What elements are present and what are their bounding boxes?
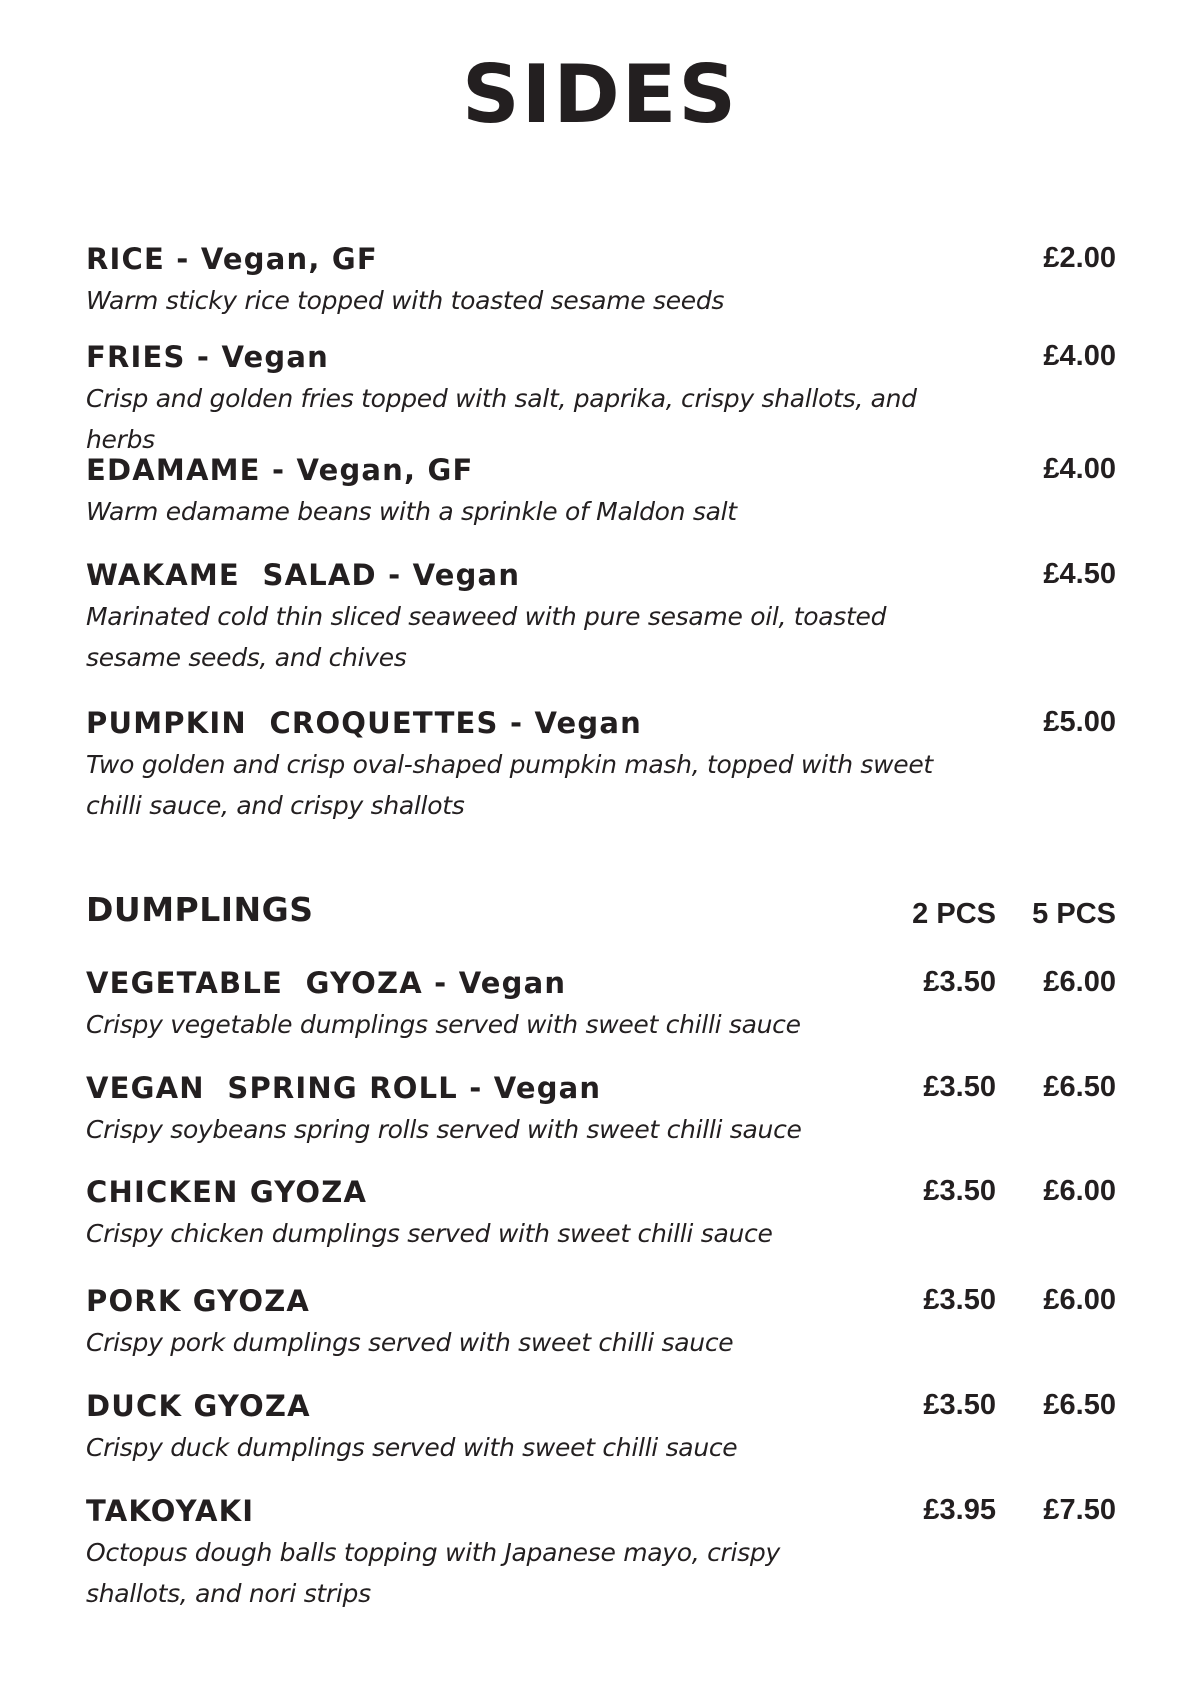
item-price-5pcs: £7.50 <box>1043 1494 1116 1526</box>
menu-item-pumpkin-croquettes <box>86 704 1116 826</box>
section-title: DUMPLINGS <box>86 890 314 929</box>
item-description: Crispy chicken dumplings served with sweet chilli sauce <box>86 1219 773 1248</box>
item-price-2pcs: £3.50 <box>923 1071 996 1103</box>
item-description: Crispy soybeans spring rolls served with sweet chilli sauce <box>86 1115 802 1144</box>
menu-item-edamame <box>86 451 1116 532</box>
item-price: £4.00 <box>1043 453 1116 485</box>
menu-item-rice <box>86 240 1116 321</box>
item-price: £4.00 <box>1043 340 1116 372</box>
item-name: VEGAN SPRING ROLL - Vegan <box>86 1071 602 1105</box>
item-description: Crispy pork dumplings served with sweet chilli sauce <box>86 1328 734 1357</box>
item-price-2pcs: £3.50 <box>923 1284 996 1316</box>
item-price: £5.00 <box>1043 706 1116 738</box>
item-name: TAKOYAKI <box>86 1494 255 1528</box>
item-name: FRIES - Vegan <box>86 340 329 374</box>
item-price: £2.00 <box>1043 242 1116 274</box>
menu-item-vegetable-gyoza <box>86 964 1116 1045</box>
item-price: £4.50 <box>1043 558 1116 590</box>
menu-item-fries <box>86 338 1116 460</box>
item-name: RICE - Vegan, GF <box>86 242 378 276</box>
item-description: Marinated cold thin sliced seaweed with pure sesame oil, toasted sesame seeds, and chives <box>86 602 887 672</box>
item-price-2pcs: £3.50 <box>923 1175 996 1207</box>
menu-item-pork-gyoza <box>86 1282 1116 1363</box>
item-price-2pcs: £3.95 <box>923 1494 996 1526</box>
column-header-2pcs: 2 PCS <box>912 898 996 930</box>
menu-item-vegan-spring-roll <box>86 1069 1116 1150</box>
item-name: PORK GYOZA <box>86 1284 311 1318</box>
menu-item-chicken-gyoza <box>86 1173 1116 1254</box>
item-price-2pcs: £3.50 <box>923 966 996 998</box>
column-header-5pcs: 5 PCS <box>1032 898 1116 930</box>
menu-item-takoyaki <box>86 1492 1116 1614</box>
item-name: DUCK GYOZA <box>86 1389 311 1423</box>
item-price-5pcs: £6.00 <box>1043 1284 1116 1316</box>
menu-item-duck-gyoza <box>86 1387 1116 1468</box>
item-price-5pcs: £6.00 <box>1043 966 1116 998</box>
item-price-5pcs: £6.50 <box>1043 1389 1116 1421</box>
item-price-2pcs: £3.50 <box>923 1389 996 1421</box>
item-description: Warm sticky rice topped with toasted sesame seeds <box>86 286 725 315</box>
item-description: Two golden and crisp oval-shaped pumpkin mash, topped with sweet chilli sauce, and crispy shallots <box>86 750 933 820</box>
item-description: Octopus dough balls topping with Japanese mayo, crispy shallots, and nori strips <box>86 1538 780 1608</box>
item-price-5pcs: £6.00 <box>1043 1175 1116 1207</box>
item-description: Crispy vegetable dumplings served with sweet chilli sauce <box>86 1010 801 1039</box>
item-name: EDAMAME - Vegan, GF <box>86 453 474 487</box>
page-title: SIDES <box>461 48 739 141</box>
menu-item-wakame-salad <box>86 556 1116 678</box>
item-name: CHICKEN GYOZA <box>86 1175 368 1209</box>
item-description: Warm edamame beans with a sprinkle of Maldon salt <box>86 497 737 526</box>
item-name: WAKAME SALAD - Vegan <box>86 558 521 592</box>
item-name: VEGETABLE GYOZA - Vegan <box>86 966 567 1000</box>
dumplings-header <box>86 890 1116 940</box>
item-description: Crisp and golden fries topped with salt, paprika, crispy shallots, and herbs <box>86 384 917 454</box>
item-name: PUMPKIN CROQUETTES - Vegan <box>86 706 642 740</box>
item-price-5pcs: £6.50 <box>1043 1071 1116 1103</box>
item-description: Crispy duck dumplings served with sweet chilli sauce <box>86 1433 738 1462</box>
